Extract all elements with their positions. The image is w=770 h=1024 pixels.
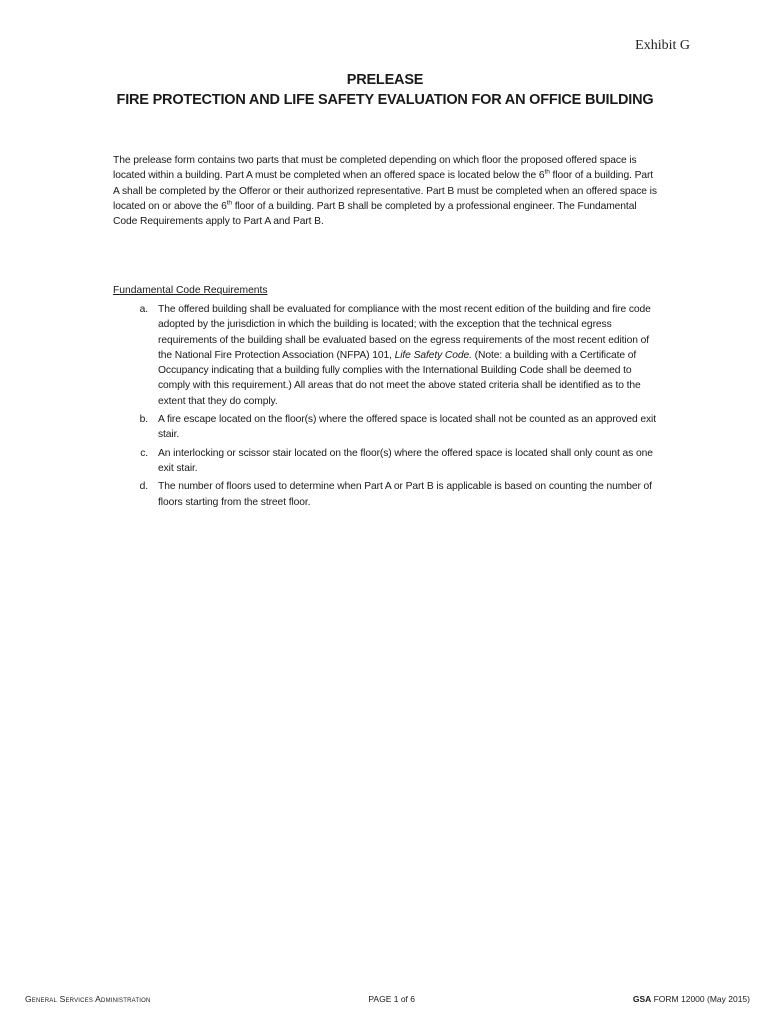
- intro-superscript-2: th: [226, 199, 232, 207]
- intro-superscript-1: th: [544, 168, 550, 176]
- list-text-a-part1: The offered building shall be evaluated for compliance with the most recent edition of the building and fire code adopted by the jurisdiction in which the building is located; with the exception that the technical egress requirements of the building shall be evaluated based on the egress requirements of the most recent edition of the National Fire Protection Association (NFPA) 101,: [158, 304, 651, 361]
- footer-page-number: PAGE 1 of 6: [368, 994, 415, 1004]
- section-heading-fundamental-code: Fundamental Code Requirements: [113, 285, 268, 296]
- list-marker-d: d.: [139, 481, 148, 493]
- list-text-a: [158, 302, 658, 409]
- page-footer: [25, 994, 750, 1004]
- footer-form-prefix: GSA: [632, 994, 652, 1004]
- list-text-c: An interlocking or scissor stair located on the floor(s) where the offered space is located shall only count as one exit stair.: [158, 447, 653, 474]
- exhibit-label: Exhibit G: [635, 38, 690, 53]
- list-item-c: [113, 446, 658, 477]
- life-safety-code-title: Life Safety Code.: [394, 349, 472, 361]
- title-line-prelease: PRELEASE: [346, 72, 424, 88]
- list-text-a-part2: (Note: a building with a Certificate of Occupancy indicating that a building fully complies with the International Building Code shall be deemed to comply with this requirement.) All areas that do not meet the above stated criteria shall be identified as to the extent that they do comply.: [158, 349, 641, 407]
- list-marker-c: c.: [140, 447, 148, 459]
- list-marker-b: b.: [139, 414, 148, 426]
- requirements-list: [113, 302, 658, 513]
- list-item-a: [113, 302, 658, 409]
- title-line-main: FIRE PROTECTION AND LIFE SAFETY EVALUATION FOR AN OFFICE BUILDING: [116, 92, 654, 108]
- intro-text-1: The prelease form contains two parts that must be completed depending on which floor the proposed offered space is located within a building. Part A must be completed when an offered space is located below the 6: [113, 155, 637, 182]
- footer-agency: General Services Administration: [25, 994, 151, 1004]
- footer-form-rest: FORM 12000 (May 2015): [651, 994, 750, 1004]
- document-title: [0, 70, 770, 110]
- intro-paragraph: [113, 153, 658, 229]
- list-text-d: The number of floors used to determine when Part A or Part B is applicable is based on counting the number of floors starting from the street floor.: [158, 481, 652, 508]
- intro-text-3: floor of a building. Part B shall be completed by a professional engineer. The Fundamental Code Requirements apply to Part A and Part B.: [113, 200, 637, 228]
- list-text-b: A fire escape located on the floor(s) where the offered space is located shall not be counted as an approved exit stair.: [158, 414, 656, 441]
- intro-text-2: floor of a building. Part A shall be completed by the Offeror or their authorized representative. Part B must be completed when an offered space is located on or above the 6: [113, 170, 657, 212]
- list-item-b: [113, 412, 658, 443]
- list-marker-a: a.: [139, 304, 148, 315]
- footer-form-id: [633, 994, 750, 1004]
- list-item-d: [113, 479, 658, 510]
